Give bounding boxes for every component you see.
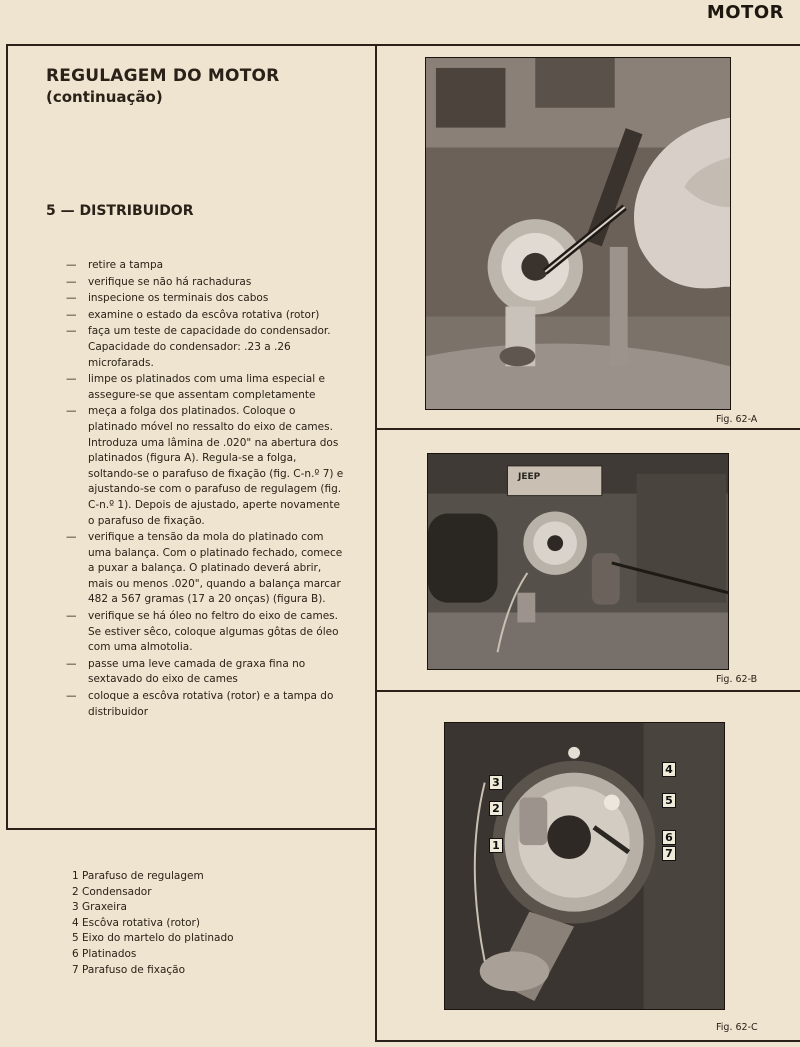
frame-rule-bottom: [375, 1040, 800, 1042]
instruction-item: — examine o estado da escôva rotativa (rotor): [66, 308, 320, 321]
legend-item: 6 Platinados: [72, 947, 137, 960]
instruction-item: — verifique a tensão da mola do platinado com uma balança. Com o platinado fechado, comece a puxar a balança. O platinado deverá abrir, mais ou menos .020", quando a balança marcar 482 a 567 gramas (17 a 20 onças) (figura B).: [66, 531, 343, 606]
instruction-list: [66, 258, 346, 721]
frame-rule-left: [6, 44, 8, 830]
instruction-item: — verifique se há óleo no feltro do eixo de cames. Se estiver sêco, coloque algumas gôtas de óleo com uma almotolia.: [66, 610, 339, 654]
instruction-item: — coloque a escôva rotativa (rotor) e a tampa do distribuidor: [66, 690, 334, 718]
figure-62c-marker-4: 4: [662, 762, 676, 777]
figure-62c-marker-7: 7: [662, 846, 676, 861]
jeep-plate-text: JEEP: [518, 472, 541, 482]
divider-figure-b: [375, 428, 800, 430]
figure-62c-illustration: [445, 723, 724, 1009]
figure-62c-marker-5: 5: [662, 793, 676, 808]
instruction-item: — passe uma leve camada de graxa fina no sextavado do eixo de cames: [66, 657, 306, 686]
figure-62a-illustration: [426, 58, 730, 409]
frame-rule-top: [6, 44, 800, 46]
parts-legend: [72, 869, 234, 978]
figure-62c-marker-1: 1: [489, 838, 503, 853]
legend-item: 7 Parafuso de fixação: [72, 963, 186, 976]
frame-rule-middle: [375, 44, 377, 1042]
legend-item: 1 Parafuso de regulagem: [72, 870, 204, 882]
legend-item: 4 Escôva rotativa (rotor): [72, 916, 200, 929]
instruction-item: — retire a tampa: [66, 259, 164, 271]
instruction-item: — inspecione os terminais dos cabos: [66, 292, 269, 305]
section-subtitle: (continuação): [46, 88, 163, 106]
figure-62a-caption: Fig. 62-A: [716, 414, 758, 425]
step-heading: 5 — DISTRIBUIDOR: [46, 203, 194, 219]
figure-62b-caption: Fig. 62-B: [716, 674, 758, 685]
figure-62c-marker-6: 6: [662, 830, 676, 845]
instruction-item: — faça um teste de capacidade do condensador. Capacidade do condensador: .23 a .26 microfarads.: [66, 325, 331, 369]
instruction-item: — verifique se não há rachaduras: [66, 275, 252, 288]
section-title: REGULAGEM DO MOTOR: [46, 66, 280, 86]
figure-62b-photo: [427, 453, 729, 670]
legend-item: 2 Condensador: [72, 885, 152, 898]
legend-item: 3 Graxeira: [72, 901, 127, 914]
page-header-title: MOTOR: [706, 2, 784, 23]
figure-62b-illustration: [428, 454, 728, 669]
figure-62c-caption: Fig. 62-C: [716, 1022, 758, 1033]
figure-62c-marker-2: 2: [489, 801, 503, 816]
legend-item: 5 Eixo do martelo do platinado: [72, 932, 234, 945]
figure-62c-photo: [444, 722, 725, 1010]
figure-62c-marker-3: 3: [489, 775, 503, 790]
frame-rule-text-bottom: [6, 828, 377, 830]
instruction-item: — limpe os platinados com uma lima especial e assegure-se que assentam completamente: [66, 373, 325, 401]
figure-62a-photo: [425, 57, 731, 410]
instruction-item: — meça a folga dos platinados. Coloque o platinado móvel no ressalto do eixo de cames. Introduza uma lâmina de .020" na abertura dos platinados (figura A). Regula-se a folga, soltando-se o parafuso de fixação (fig. C-n.º 7) e ajustando-se com o parafuso de regulagem (fig. C-n.º 1). Depois de ajustado, aperte novamente o parafuso de fixação.: [66, 405, 344, 527]
divider-figure-c: [375, 690, 800, 692]
